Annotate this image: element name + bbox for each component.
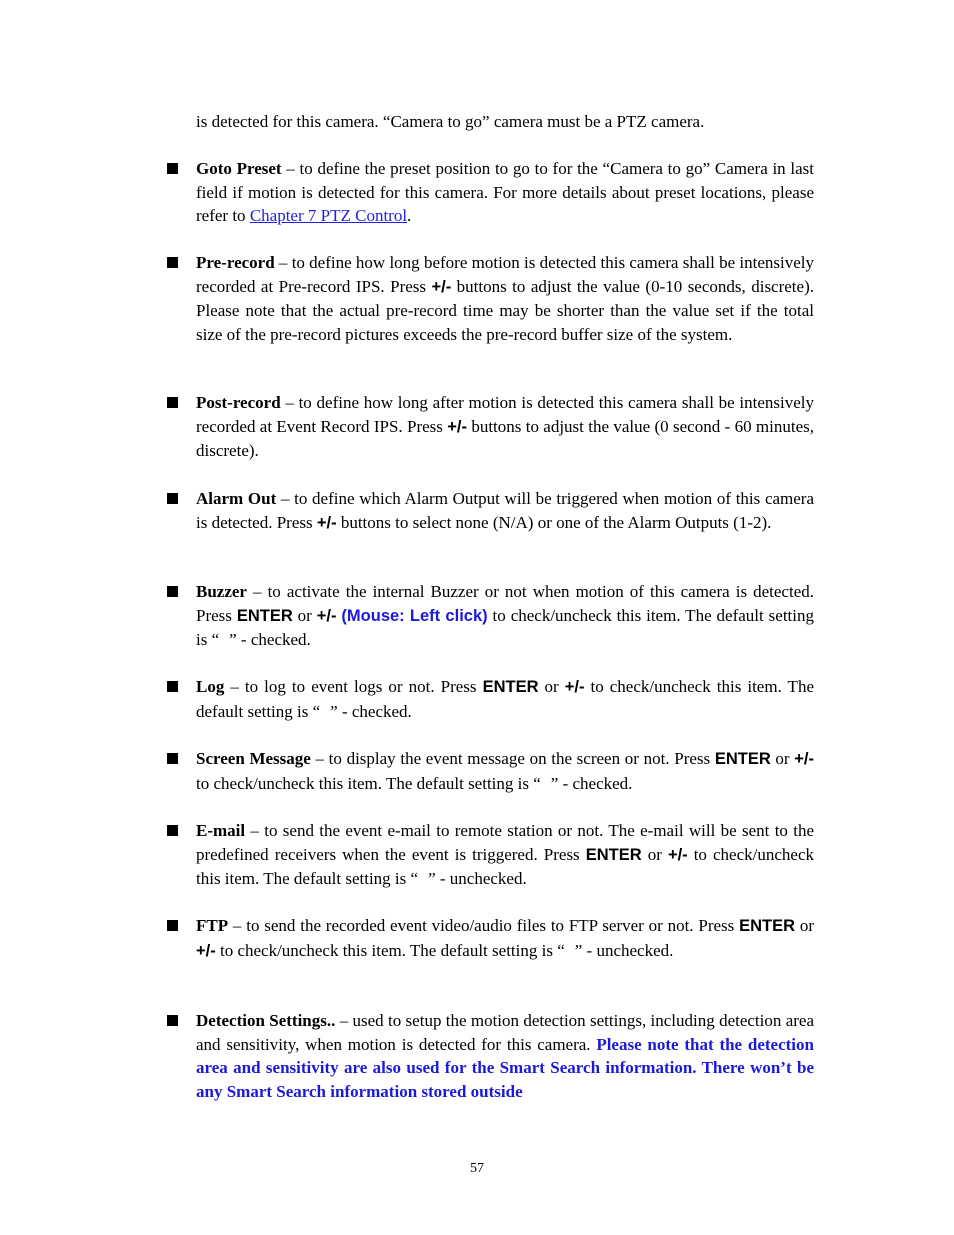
item-text: ” - unchecked.	[428, 869, 527, 888]
item-text: – to display the event message on the screen or not. Press	[310, 749, 715, 768]
key-label: +/-	[794, 750, 814, 768]
item-text: buttons to select none (N/A) or one of the Alarm Outputs (1-2).	[336, 512, 772, 532]
item-term: Goto Preset	[196, 159, 282, 178]
intro-text: is detected for this camera. “Camera to go” camera must be a PTZ camera.	[196, 112, 705, 131]
item-text: .	[407, 206, 412, 225]
list-item-email	[167, 819, 814, 891]
list-item-ftp	[167, 914, 814, 963]
item-text: to check/uncheck this item. The default setting is “	[196, 844, 814, 888]
highlighted-note: Please note that the detection area and sensitivity are also used for the Smart Search information. There won’t be any Smart Search information stored outside	[196, 1034, 814, 1101]
square-bullet-icon	[167, 681, 178, 692]
item-text: – to define how long before motion is detected this camera shall be intensively recorded at Pre-record IPS. Press	[196, 253, 814, 296]
item-body	[196, 819, 814, 891]
list-item-log	[167, 675, 814, 723]
square-bullet-icon	[167, 753, 178, 764]
item-text: or	[795, 916, 814, 935]
key-label: +/-	[447, 417, 467, 436]
item-term: FTP	[196, 916, 229, 935]
key-label: ENTER	[585, 845, 642, 864]
item-text: – to send the event e-mail to remote station or not. The e-mail will be sent to the predefined receivers when the event is triggered. Press	[196, 821, 814, 864]
item-text: – to define the preset position to go to for the “Camera to go” Camera in last field if motion is detected for this camera. For more details about preset locations, please refer to	[196, 159, 814, 225]
item-text: or	[292, 605, 317, 625]
item-text: or	[641, 844, 668, 864]
key-label: ENTER	[236, 606, 293, 625]
item-term: E-mail	[196, 821, 246, 840]
item-body	[196, 675, 814, 723]
item-text: to check/uncheck this item. The default setting is “	[196, 605, 814, 649]
item-body	[196, 157, 814, 228]
key-label: ENTER	[739, 917, 796, 935]
item-body	[196, 487, 814, 535]
item-text: – used to setup the motion detection settings, including detection area and sensitivity, when motion is detected for this camera.	[196, 1011, 814, 1054]
item-text: – to define how long after motion is detected this camera shall be intensively recorded at Event Record IPS. Press	[196, 393, 814, 436]
key-label: ENTER	[482, 678, 539, 696]
key-label: +/-	[431, 277, 452, 296]
square-bullet-icon	[167, 586, 178, 597]
item-text: ” - unchecked.	[574, 940, 674, 960]
list-item-goto-preset	[167, 157, 814, 228]
chapter-link[interactable]: Chapter 7 PTZ Control	[249, 206, 408, 225]
item-text: to check/uncheck this item. The default setting is “	[215, 940, 565, 960]
key-label: +/-	[564, 678, 585, 696]
square-bullet-icon	[167, 397, 178, 408]
item-term: Alarm Out	[196, 489, 277, 508]
key-label: +/-	[196, 941, 216, 960]
list-item-pre-record	[167, 251, 814, 346]
square-bullet-icon	[167, 825, 178, 836]
item-body	[196, 747, 814, 795]
item-text: buttons to adjust the value (0 second - 60 minutes, discrete).	[196, 416, 814, 460]
list-item-buzzer	[167, 580, 814, 652]
square-bullet-icon	[167, 920, 178, 931]
square-bullet-icon	[167, 257, 178, 268]
mouse-hint: (Mouse: Left click)	[341, 606, 488, 625]
item-text: to check/uncheck this item. The default setting is “	[196, 773, 541, 793]
item-term: Log	[196, 677, 225, 696]
item-term: Pre-record	[196, 253, 275, 272]
item-text: – to activate the internal Buzzer or not when motion of this camera is detected. Press	[196, 582, 814, 625]
item-body	[196, 580, 814, 652]
item-term: Post-record	[196, 393, 281, 412]
item-term: Buzzer	[196, 582, 247, 601]
item-body	[196, 914, 814, 963]
list-item-screen-message	[167, 747, 814, 795]
list-item-post-record	[167, 391, 814, 463]
item-text: ” - checked.	[330, 701, 412, 721]
item-text: buttons to adjust the value (0-10 seconds, discrete). Please note that the actual pre-record time may be shorter than the value set if the total size of the pre-record pictures exceeds the pre-record buffer size of the system.	[196, 276, 814, 344]
list-item-alarm-out	[167, 487, 814, 535]
item-term: Detection Settings..	[196, 1011, 336, 1030]
page-number: 57	[470, 1161, 484, 1176]
item-body	[196, 391, 814, 463]
item-term: Screen Message	[196, 749, 311, 768]
item-body	[196, 251, 814, 346]
item-text: ” - checked.	[550, 773, 633, 793]
item-text: or	[770, 749, 795, 768]
item-text: – to send the recorded event video/audio files to FTP server or not. Press	[228, 916, 740, 935]
item-text: – to log to event logs or not. Press	[224, 677, 483, 696]
item-text: – to define which Alarm Output will be triggered when motion of this camera is detected. Press	[196, 489, 815, 532]
key-label: +/-	[316, 513, 337, 532]
list-item-detection-settings	[167, 1009, 814, 1103]
square-bullet-icon	[167, 493, 178, 504]
item-text: ” - checked.	[229, 630, 311, 649]
square-bullet-icon	[167, 1015, 178, 1026]
square-bullet-icon	[167, 163, 178, 174]
item-body	[196, 1009, 814, 1103]
key-label: +/-	[667, 845, 688, 864]
item-text: or	[538, 677, 565, 696]
key-label: ENTER	[714, 750, 771, 768]
key-label: +/-	[316, 606, 337, 625]
item-text: to check/uncheck this item. The default setting is “	[196, 677, 814, 721]
